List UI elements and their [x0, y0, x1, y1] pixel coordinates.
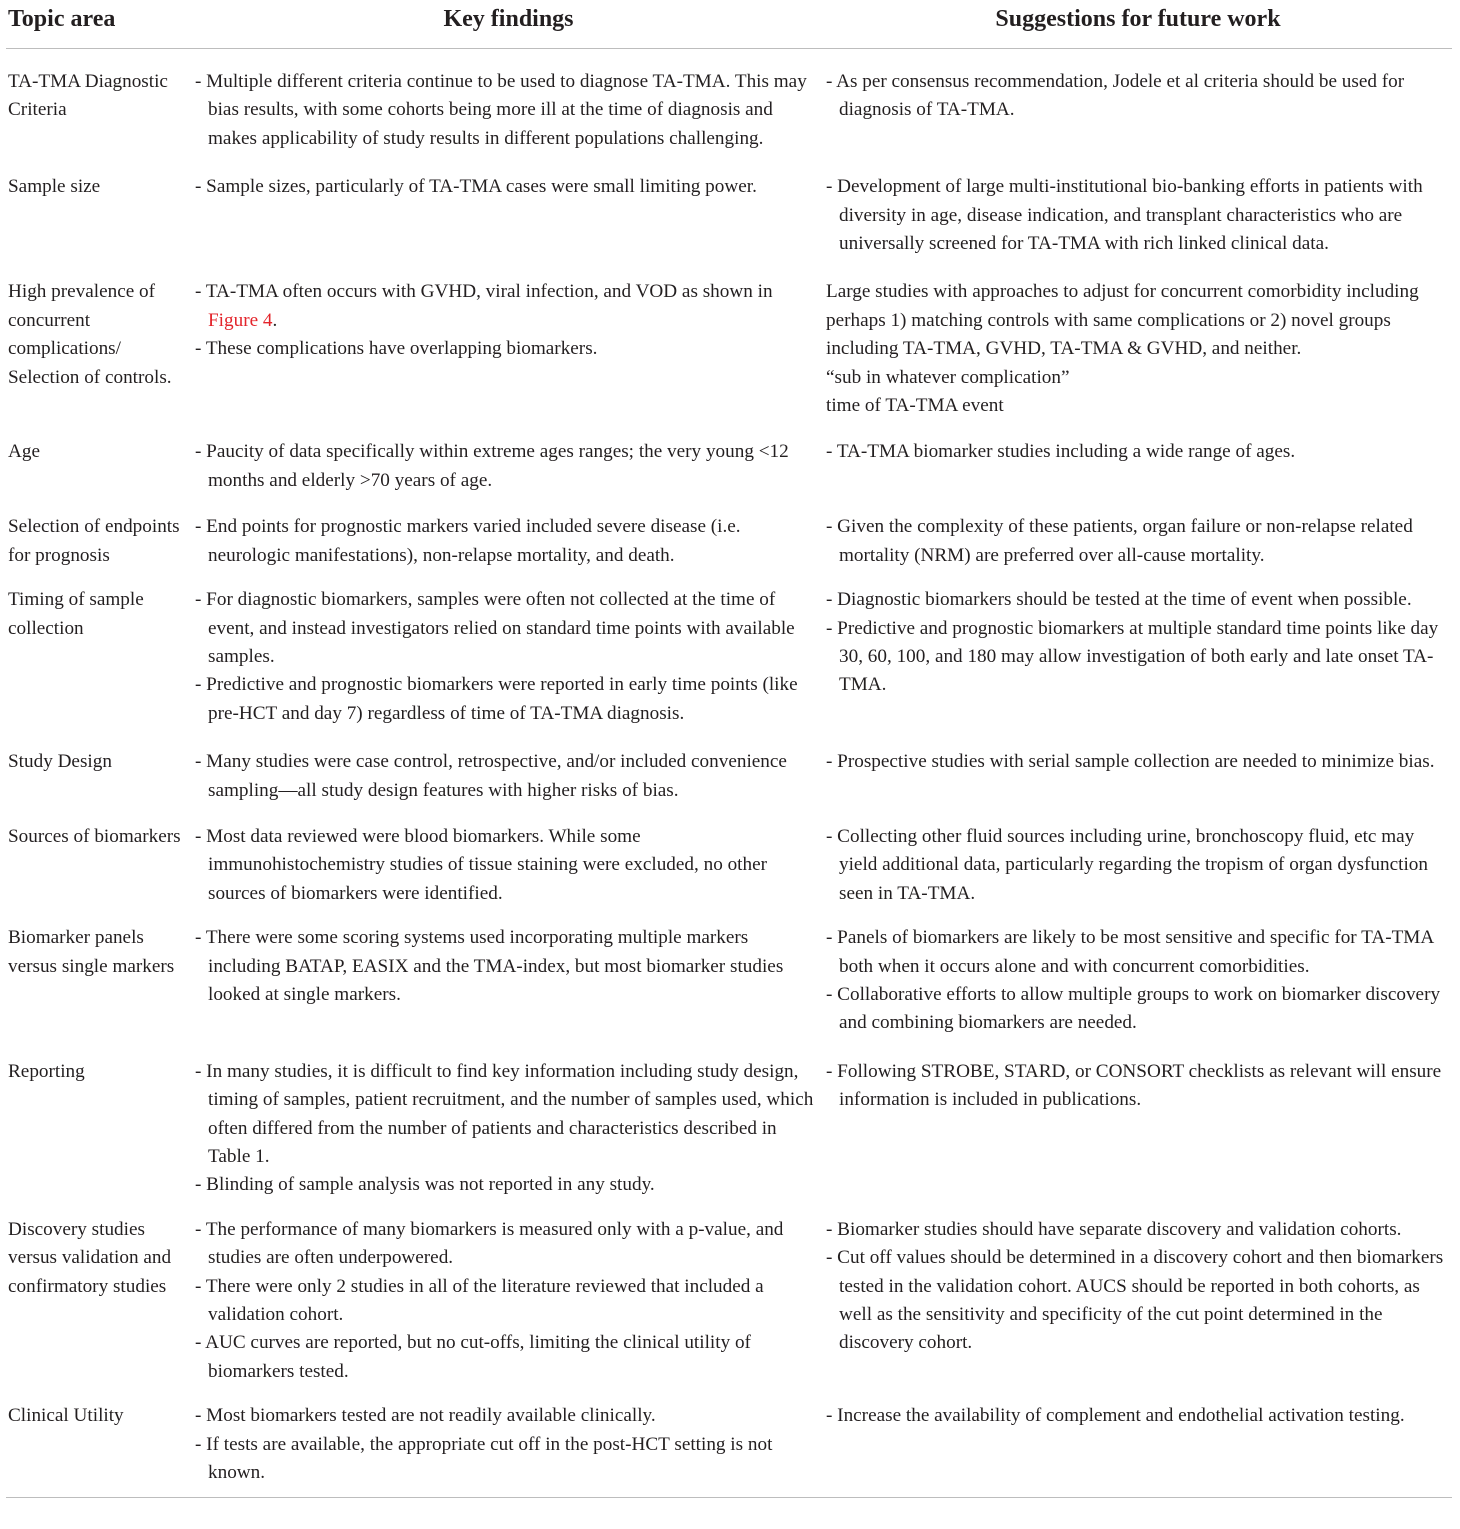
- table-row: [6, 503, 1452, 578]
- finding-item: - Sample sizes, particularly of TA-TMA cases were small limiting power.: [195, 176, 757, 198]
- suggestion-item: Large studies with approaches to adjust for concurrent comorbidity including perhaps 1) matching controls with same complications or 2) novel groups including TA-TMA, GVHD, TA-TMA & GVHD, and neither.: [826, 281, 1419, 360]
- table-body: [6, 49, 1452, 1498]
- findings-table-container: [6, 0, 1458, 1498]
- suggestions-cell: [824, 578, 1452, 738]
- suggestion-item: time of TA-TMA event: [826, 395, 1004, 417]
- findings-cell: [193, 578, 824, 738]
- suggestion-item: - TA-TMA biomarker studies including a wide range of ages.: [826, 441, 1296, 463]
- table-row: [6, 163, 1452, 268]
- table-row: [6, 738, 1452, 813]
- suggestions-cell: [824, 738, 1452, 813]
- suggestion-item: - As per consensus recommendation, Jodele et al criteria should be used for diagnosis of TA-TMA.: [826, 71, 1405, 121]
- finding-item: - Many studies were case control, retrospective, and/or included convenience sampling—all study design features with higher risks of bias.: [195, 751, 787, 801]
- table-bottom-rule: [6, 1497, 1452, 1498]
- finding-item: - If tests are available, the appropriate cut off in the post-HCT setting is not known.: [195, 1433, 773, 1484]
- table-row: [6, 430, 1452, 503]
- findings-cell: [193, 914, 824, 1048]
- suggestions-cell: [824, 813, 1452, 914]
- suggestions-cell: [824, 268, 1452, 430]
- suggestion-item: - Cut off values should be determined in a discovery cohort and then biomarkers tested in the validation cohort. AUCS should be reported in both cohorts, as well as the sensitivity and specificity of the cut point determined in the discovery cohort.: [826, 1247, 1444, 1354]
- header-row: [6, 0, 1452, 49]
- suggestions-cell: [824, 430, 1452, 503]
- findings-cell: [193, 1048, 824, 1208]
- findings-table: [6, 0, 1452, 1497]
- finding-item: - Most biomarkers tested are not readily available clinically.: [195, 1405, 656, 1427]
- suggestions-cell: [824, 503, 1452, 578]
- header-topic-area: Topic area: [6, 0, 193, 49]
- suggestion-item: - Diagnostic biomarkers should be tested at the time of event when possible.: [826, 589, 1412, 611]
- finding-item: - Blinding of sample analysis was not reported in any study.: [195, 1174, 655, 1196]
- finding-item: - For diagnostic biomarkers, samples were often not collected at the time of event, and instead investigators relied on standard time points with available samples.: [195, 589, 795, 667]
- topic-cell: TA-TMA Diagnostic Criteria: [8, 71, 168, 121]
- suggestions-cell: [824, 49, 1452, 164]
- findings-cell: [193, 268, 824, 430]
- suggestion-item: “sub in whatever complication”: [826, 366, 1070, 388]
- topic-cell: Biomarker panels versus single markers: [8, 927, 175, 977]
- topic-cell: Sources of biomarkers: [8, 825, 181, 847]
- finding-item: - There were only 2 studies in all of the literature reviewed that included a validation cohort.: [195, 1275, 764, 1326]
- finding-text: .: [272, 309, 278, 331]
- finding-item: - End points for prognostic markers varied included severe disease (i.e. neurologic manifestations), non-relapse mortality, and death.: [195, 516, 741, 566]
- topic-cell: High prevalence of concurrent complications/ Selection of controls.: [8, 281, 172, 388]
- suggestions-cell: [824, 914, 1452, 1048]
- suggestion-item: - Panels of biomarkers are likely to be most sensitive and specific for TA-TMA both when it occurs alone and with concurrent comorbidities.: [826, 927, 1434, 977]
- table-row: [6, 1048, 1452, 1208]
- finding-item: - Most data reviewed were blood biomarkers. While some immunohistochemistry studies of tissue staining were excluded, no other sources of biomarkers were identified.: [195, 825, 768, 904]
- finding-item: - Multiple different criteria continue to be used to diagnose TA-TMA. This may bias results, with some cohorts being more ill at the time of diagnosis and makes applicability of study results in different populations challenging.: [195, 71, 807, 149]
- findings-cell: [193, 503, 824, 578]
- suggestion-item: - Development of large multi-institutional bio-banking efforts in patients with diversity in age, disease indication, and transplant characteristics who are universally screened for TA-TMA with rich linked clinical data.: [826, 176, 1423, 255]
- finding-text: - TA-TMA often occurs with GVHD, viral infection, and VOD as shown in: [195, 281, 773, 303]
- topic-cell: Clinical Utility: [8, 1405, 124, 1427]
- finding-item: [195, 278, 814, 335]
- finding-item: - Predictive and prognostic biomarkers were reported in early time points (like pre-HCT and day 7) regardless of time of TA-TMA diagnosis.: [195, 674, 798, 724]
- table-row: [6, 268, 1452, 430]
- table-row: [6, 1394, 1452, 1497]
- header-suggestions: Suggestions for future work: [824, 0, 1452, 49]
- table-row: [6, 49, 1452, 164]
- topic-cell: Reporting: [8, 1060, 85, 1082]
- table-header: [6, 0, 1452, 49]
- findings-cell: [193, 1208, 824, 1394]
- topic-cell: Discovery studies versus validation and confirmatory studies: [8, 1218, 172, 1297]
- suggestion-item: - Collaborative efforts to allow multiple groups to work on biomarker discovery and combining biomarkers are needed.: [826, 983, 1441, 1034]
- suggestions-cell: [824, 1048, 1452, 1208]
- findings-cell: [193, 1394, 824, 1497]
- finding-item: - The performance of many biomarkers is measured only with a p-value, and studies are often underpowered.: [195, 1218, 784, 1269]
- topic-cell: Selection of endpoints for prognosis: [8, 516, 180, 566]
- table-row: [6, 813, 1452, 914]
- suggestion-item: - Following STROBE, STARD, or CONSORT checklists as relevant will ensure information is included in publications.: [826, 1060, 1442, 1111]
- suggestions-cell: [824, 1394, 1452, 1497]
- suggestions-cell: [824, 1208, 1452, 1394]
- findings-cell: [193, 49, 824, 164]
- finding-item: - There were some scoring systems used incorporating multiple markers including BATAP, EASIX and the TMA-index, but most biomarker studies looked at single markers.: [195, 927, 784, 1005]
- finding-item: - These complications have overlapping biomarkers.: [195, 338, 598, 360]
- finding-item: - AUC curves are reported, but no cut-offs, limiting the clinical utility of biomarkers tested.: [195, 1332, 751, 1382]
- table-row: [6, 1208, 1452, 1394]
- suggestion-item: - Collecting other fluid sources including urine, bronchoscopy fluid, etc may yield additional data, particularly regarding the tropism of organ dysfunction seen in TA-TMA.: [826, 825, 1428, 904]
- topic-cell: Age: [8, 441, 40, 463]
- suggestion-item: - Prospective studies with serial sample collection are needed to minimize bias.: [826, 751, 1435, 773]
- topic-cell: Study Design: [8, 751, 112, 773]
- finding-item: - Paucity of data specifically within extreme ages ranges; the very young <12 months and elderly >70 years of age.: [195, 441, 789, 491]
- topic-cell: Sample size: [8, 176, 101, 198]
- findings-cell: [193, 163, 824, 268]
- figure-4-link[interactable]: Figure 4: [208, 309, 273, 331]
- findings-cell: [193, 738, 824, 813]
- suggestions-cell: [824, 163, 1452, 268]
- table-row: [6, 578, 1452, 738]
- header-key-findings: Key findings: [193, 0, 824, 49]
- suggestion-item: - Predictive and prognostic biomarkers at multiple standard time points like day 30, 60, 100, and 180 may allow investigation of both early and late onset TA-TMA.: [826, 617, 1439, 696]
- suggestion-item: - Increase the availability of complement and endothelial activation testing.: [826, 1405, 1405, 1427]
- topic-cell: Timing of sample collection: [8, 589, 144, 639]
- finding-item: - In many studies, it is difficult to find key information including study design, timing of samples, patient recruitment, and the number of samples used, which often differed from the number of patients and characteristics described in Table 1.: [195, 1060, 814, 1167]
- findings-cell: [193, 813, 824, 914]
- findings-cell: [193, 430, 824, 503]
- suggestion-item: - Biomarker studies should have separate discovery and validation cohorts.: [826, 1218, 1402, 1240]
- suggestion-item: - Given the complexity of these patients, organ failure or non-relapse related mortality (NRM) are preferred over all-cause mortality.: [826, 516, 1413, 566]
- table-row: [6, 914, 1452, 1048]
